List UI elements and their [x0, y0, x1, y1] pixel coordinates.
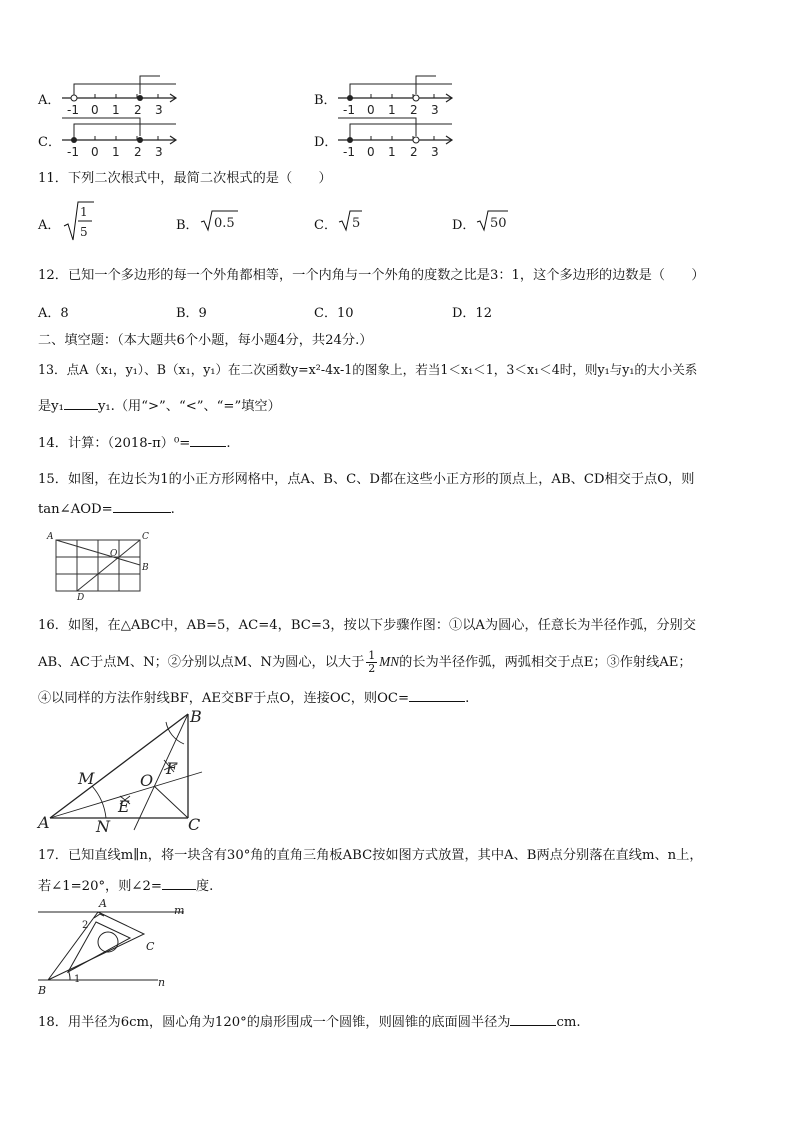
- answer-blank[interactable]: [64, 397, 98, 410]
- segment-oc: [154, 786, 188, 818]
- answer-blank[interactable]: [510, 1013, 556, 1026]
- tick-label: 1: [112, 145, 120, 158]
- point-f-label: F: [166, 759, 178, 778]
- option-letter: C．: [314, 218, 337, 233]
- point-a-label: A: [99, 897, 107, 910]
- tick-label: 0: [367, 145, 375, 158]
- question-11: 11．下列二次根式中，最简二次根式的是（ ）: [38, 171, 332, 186]
- answer-blank[interactable]: [190, 434, 226, 447]
- answer-blank[interactable]: [113, 500, 171, 513]
- tick-label: 3: [431, 103, 439, 116]
- point-o-label: O: [110, 549, 118, 559]
- q11-option-a: [38, 214, 60, 233]
- point-m-label: M: [78, 769, 95, 788]
- question-15-line-2: [38, 500, 175, 517]
- tick-label: -1: [343, 103, 355, 116]
- set-square-figure: [34, 894, 194, 998]
- angle-1-label: 1: [74, 974, 81, 985]
- arc-b: [166, 722, 184, 744]
- tick-label: 2: [410, 103, 418, 116]
- q15-text-a: tan∠AOD=: [38, 502, 113, 517]
- frac-den: 2: [368, 662, 376, 675]
- point-a-label: A: [47, 532, 54, 542]
- section-heading: 二、填空题：（本大题共6个小题，每小题4分，共24分.）: [38, 333, 373, 348]
- q16-text-d: .: [465, 691, 470, 706]
- tick-label: 2: [410, 145, 418, 158]
- option-b-label: B．: [314, 93, 337, 108]
- grid-figure: [44, 528, 154, 602]
- fraction-half: [366, 650, 377, 675]
- angle-2-label: 2: [82, 920, 89, 931]
- question-14: [38, 432, 231, 451]
- point-c-label: C: [188, 815, 201, 834]
- answer-blank[interactable]: [162, 877, 196, 890]
- question-16-line-2: [38, 650, 692, 675]
- question-16-line-3: [38, 687, 469, 706]
- tick-label: -1: [67, 145, 79, 158]
- question-13-line-2: [38, 395, 281, 414]
- sqrt-0.5: [200, 208, 240, 232]
- number-line-b: [334, 72, 458, 116]
- point-b-label: B: [190, 707, 202, 726]
- tick-label: 2: [134, 103, 142, 116]
- tick-label: 3: [431, 145, 439, 158]
- line-m-label: m: [174, 904, 185, 917]
- point-b-label: B: [38, 984, 47, 997]
- q18-text-b: cm.: [556, 1015, 581, 1030]
- point-c-label: C: [146, 940, 155, 953]
- radicand: 50: [490, 216, 507, 231]
- radicand: 5: [352, 216, 361, 231]
- segment-cd: [77, 540, 140, 591]
- question-15-line-1: 15．如图，在边长为1的小正方形网格中，点A、B、C、D都在这些小正方形的顶点上，AB、CD相交于点O，则: [38, 472, 695, 487]
- q18-text-a: 18．用半径为6cm，圆心角为120°的扇形围成一个圆锥，则圆锥的底面圆半径为: [38, 1015, 511, 1030]
- sqrt-50: [476, 208, 510, 232]
- point-n-label: N: [96, 817, 110, 836]
- q13-text-a: 是y₁: [38, 399, 64, 414]
- option-a-label: A．: [38, 93, 61, 108]
- point-b-label: B: [142, 563, 149, 573]
- q11-option-c: [314, 214, 337, 233]
- q12-option-a: A．8: [38, 306, 69, 321]
- tick-label: 3: [155, 145, 163, 158]
- question-17-line-1: 17．已知直线m∥n，将一块含有30°角的直角三角板ABC按如图方式放置，其中A、B两点分别落在直线m、n上，: [38, 848, 703, 863]
- answer-blank[interactable]: [409, 689, 465, 702]
- sqrt-5: [338, 208, 364, 232]
- frac-den: 5: [80, 225, 88, 239]
- tick-label: 0: [367, 103, 375, 116]
- frac-num: 1: [80, 205, 88, 219]
- question-16-line-1: 16．如图，在△ABC中，AB=5，AC=4，BC=3，按以下步骤作图：①以A为圆心，任意长为半径作弧，分别交: [38, 618, 696, 633]
- tick-label: 0: [91, 103, 99, 116]
- line-n-label: n: [158, 976, 166, 989]
- tick-label: 3: [155, 103, 163, 116]
- sqrt-one-fifth: [62, 200, 96, 244]
- option-letter: D．: [452, 218, 476, 233]
- tick-label: 2: [134, 145, 142, 158]
- q11-option-d: [452, 214, 475, 233]
- tick-label: 1: [388, 145, 396, 158]
- tick-label: 1: [112, 103, 120, 116]
- question-12: 12．已知一个多边形的每一个外角都相等，一个内角与一个外角的度数之比是3：1，这个多边形的边数是（ ）: [38, 268, 705, 283]
- q13-text-b: y₁.（用“>”、“<”、“=”填空）: [97, 399, 281, 414]
- q11-option-b: [176, 214, 199, 233]
- q12-option-c: C．10: [314, 306, 354, 321]
- point-c-label: C: [142, 532, 149, 542]
- q16-text-b: 的长为半径作弧，两弧相交于点E；③作射线AE；: [399, 655, 692, 670]
- q12-option-d: D．12: [452, 306, 492, 321]
- q15-text-b: .: [170, 502, 175, 517]
- point-e-label: E: [118, 797, 130, 816]
- frac-num: 1: [368, 649, 376, 662]
- number-line-c: [58, 114, 182, 158]
- segment-mn: MN: [379, 654, 400, 669]
- option-d-label: D．: [314, 135, 338, 150]
- tick-label: 0: [91, 145, 99, 158]
- question-17-line-2: [38, 875, 213, 894]
- q16-text-a: AB、AC于点M、N；②分别以点M、N为圆心，以大于: [38, 655, 365, 670]
- triangle-hole: [98, 932, 118, 952]
- point-a-label: A: [38, 813, 50, 832]
- option-letter: B．: [176, 218, 199, 233]
- point-o-label: O: [140, 771, 154, 790]
- question-13-line-1: 13．点A（x₁，y₁）、B（x₁，y₁）在二次函数y=x²-4x-1的图象上，若当1＜x₁＜1，3＜x₁＜4时，则y₁与y₁的大小关系: [38, 362, 698, 377]
- q12-option-b: B．9: [176, 306, 207, 321]
- tick-label: -1: [67, 103, 79, 116]
- q16-text-c: ④以同样的方法作射线BF，AE交BF于点O，连接OC，则OC=: [38, 691, 410, 706]
- q14-text-a: 14．计算：（2018-π）⁰=: [38, 436, 191, 451]
- q17-text-b: 度.: [195, 879, 214, 894]
- number-line-d: [334, 114, 458, 158]
- option-c-label: C．: [38, 135, 61, 150]
- point-d-label: D: [77, 593, 85, 602]
- tick-label: 1: [388, 103, 396, 116]
- option-letter: A．: [38, 218, 61, 233]
- triangle-abc-figure: [34, 706, 214, 836]
- question-18: [38, 1011, 581, 1030]
- q17-text-a: 若∠1=20°，则∠2=: [38, 879, 162, 894]
- radicand: 0.5: [214, 216, 235, 231]
- tick-label: -1: [343, 145, 355, 158]
- number-line-a: [58, 72, 182, 116]
- q14-text-b: .: [226, 436, 231, 451]
